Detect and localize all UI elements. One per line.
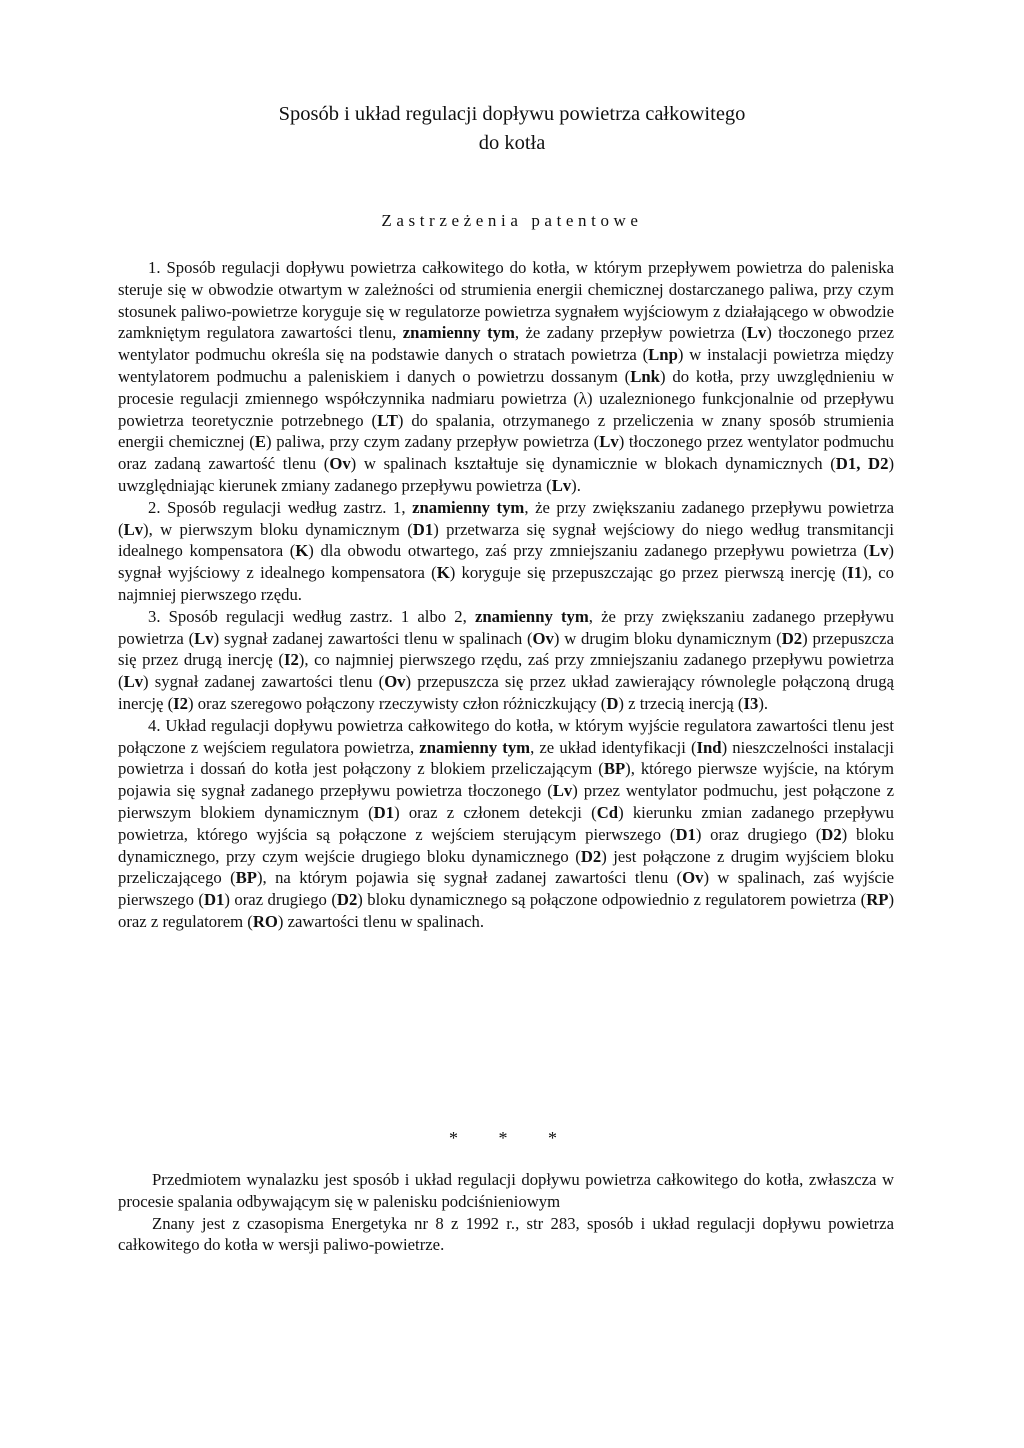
claim-text: ) przepuszcza się przez drugą inercję ( xyxy=(118,628,894,670)
claim-bold-term: Ov xyxy=(532,628,554,648)
title-line-2: do kotła xyxy=(478,132,546,154)
claim-bold-term: Lv xyxy=(868,541,889,561)
claim-bold-term: D1 xyxy=(412,519,434,539)
title-line-1: Sposób i układ regulacji dopływu powietrza całkowitego xyxy=(278,103,746,125)
claim-bold-term: Lv xyxy=(552,781,573,801)
claim-text: , ze układ identyfikacji ( xyxy=(530,737,697,757)
claim-bold-term: Lv xyxy=(123,672,144,692)
claim-bold-term: BP xyxy=(603,759,626,779)
claim-text: ) sygnał wyjściowy z idealnego kompensatora ( xyxy=(118,541,894,583)
claim-bold-term: D1 xyxy=(204,890,225,910)
claim-text: ) oraz z członem detekcji ( xyxy=(394,802,597,822)
description-paragraph: Przedmiotem wynalazku jest sposób i układ regulacji dopływu powietrza całkowitego do kotła, zwłaszcza w procesie spalania odbywającym się w palenisku podciśnieniowym xyxy=(118,1170,894,1211)
claim-bold-term: D1 xyxy=(373,802,395,822)
claim-text: ) jest połączone z drugim wyjściem bloku przeliczającego ( xyxy=(118,846,894,888)
claim-text: ) kierunku zmian zadanego przepływu powietrza, którego wyjścia są połączone z wejściem sterującym pierwszego ( xyxy=(118,802,895,844)
claim-text: ). xyxy=(571,475,581,495)
claim-bold-term: K xyxy=(295,541,309,561)
claim-bold-term: Lv xyxy=(599,432,619,452)
claim-text: ), którego pierwsze wyjście, na którym pojawia się sygnał zadanego przepływu powietrza tłoczonego ( xyxy=(118,759,895,801)
claim-text: ) w drugim bloku dynamicznym ( xyxy=(553,628,782,648)
claim-bold-term: D1, D2 xyxy=(835,454,889,474)
claim-bold-term: D xyxy=(606,693,619,713)
claim-text: 4. Układ regulacji dopływu powietrza całkowitego do kotła, w którym wyjście regulatora zawartości tlenu jest połączone z wejściem regulatora powietrza, xyxy=(118,715,894,757)
claim-bold-term: Lv xyxy=(746,323,767,343)
claim-bold-term: BP xyxy=(235,868,257,888)
claim-bold-term: Lnp xyxy=(648,345,678,365)
claim-bold-term: I3 xyxy=(743,693,759,713)
claim-text: 3. Sposób regulacji według zastrz. 1 albo 2, xyxy=(148,606,475,626)
claim-text: ) uwzględniając kierunek zmiany zadanego przepływu powietrza ( xyxy=(118,454,894,495)
claim-bold-term: I1 xyxy=(847,563,863,583)
claim-text: ) z trzecią inercją ( xyxy=(618,693,744,713)
claim-text: ) sygnał zadanej zawartości tlenu w spalinach ( xyxy=(213,628,533,648)
claim-bold-term: D2 xyxy=(781,628,803,648)
claim-bold-term: Ov xyxy=(384,672,406,692)
claim-bold-term: RP xyxy=(866,890,889,910)
claim-text: ) do kotła, przy uwzględnieniu w procesie regulacji zmiennego współczynnika nadmiaru powietrza (λ) uzaleznionego funkcjonalnie od przepływu powietrza teoretycznie potrzebnego ( xyxy=(118,366,894,430)
claims-section xyxy=(118,257,894,933)
claim-bold-term: znamienny tym xyxy=(419,737,531,757)
claim-text: ) przepuszcza się przez układ zawierający równolegle połączoną drugą inercję ( xyxy=(118,672,894,713)
claim-text: ), co najmniej pierwszego rzędu. xyxy=(118,563,894,604)
claim-bold-term: K xyxy=(436,563,450,583)
claim-text: ) do spalania, otrzymanego z przeliczenia w znany sposób strumienia energii chemicznej ( xyxy=(118,410,894,452)
claim-text: ) w spalinach kształtuje się dynamicznie w blokach dynamicznych ( xyxy=(350,454,836,474)
claim-bold-term: Ind xyxy=(696,737,722,757)
claim-text: ) przetwarza się sygnał wejściowy do niego według transmitancji idealnego kompensatora ( xyxy=(118,519,894,561)
claim-bold-term: I2 xyxy=(283,650,299,670)
section-separator: * * * xyxy=(449,1128,575,1148)
description-section xyxy=(118,1169,894,1256)
claim-text: ) koryguje się przepuszczając go przez pierwszą inercję ( xyxy=(449,563,848,583)
claim-bold-term: Lnk xyxy=(630,366,660,386)
claim-bold-term: I2 xyxy=(173,693,188,713)
claim-text: ) zawartości tlenu w spalinach. xyxy=(277,911,485,931)
claim-text: ) sygnał zadanej zawartości tlenu ( xyxy=(143,672,385,692)
description-paragraph: Znany jest z czasopisma Energetyka nr 8 z 1992 r., str 283, sposób i układ regulacji dopływu powietrza całkowitego do kotła w wersji paliwo-powietrze. xyxy=(118,1213,894,1255)
claim-text: 2. Sposób regulacji według zastrz. 1, xyxy=(148,497,413,517)
claim-text: ) oraz drugiego ( xyxy=(695,824,822,844)
claim-text: ) dla obwodu otwartego, zaś przy zmniejszaniu zadanego przepływu powietrza ( xyxy=(308,541,869,561)
claim-bold-term: D2 xyxy=(336,890,358,910)
claim-text: ), na którym pojawia się sygnał zadanej zawartości tlenu ( xyxy=(257,868,683,888)
claim-text: ) w spalinach, zaś wyjście pierwszego ( xyxy=(118,868,894,910)
claim-text: ) oraz szeregowo połączony rzeczywisty człon różniczkujący ( xyxy=(187,693,607,713)
claim-text: ) oraz drugiego ( xyxy=(224,890,337,910)
claim-bold-term: znamienny tym xyxy=(412,497,525,517)
claim-bold-term: Ov xyxy=(329,454,351,474)
claim-text: ) przez wentylator podmuchu, jest połączone z pierwszym blokiem dynamicznym ( xyxy=(118,781,894,822)
claim-bold-term: D1 xyxy=(675,824,696,844)
claim-bold-term: Lv xyxy=(194,628,214,648)
claim-paragraph xyxy=(118,497,894,606)
claim-paragraph xyxy=(118,606,894,715)
claim-bold-term: D2 xyxy=(580,846,602,866)
claim-paragraph xyxy=(118,257,894,497)
claim-text: ) nieszczelności instalacji powietrza i dossań do kotła jest połączony z blokiem przeliczającym ( xyxy=(118,737,895,779)
claim-bold-term: znamienny tym xyxy=(402,323,515,343)
claim-text: ), w pierwszym bloku dynamicznym ( xyxy=(143,519,413,539)
claim-text: ) oraz z regulatorem ( xyxy=(118,890,894,931)
claim-bold-term: RO xyxy=(252,911,278,931)
claim-paragraph xyxy=(118,715,894,933)
claim-text: ) paliwa, przy czym zadany przepływ powietrza ( xyxy=(266,432,600,452)
claim-bold-term: Lv xyxy=(123,519,144,539)
claim-text: ) tłoczonego przez wentylator podmuchu określa się na podstawie danych o stratach powietrza ( xyxy=(118,323,894,365)
claim-bold-term: Ov xyxy=(682,868,704,888)
claim-bold-term: znamienny tym xyxy=(474,606,589,626)
claim-bold-term: Lv xyxy=(551,475,572,495)
claim-text: , że przy zwiększaniu zadanego przepływu powietrza ( xyxy=(118,606,894,648)
document-title xyxy=(0,100,1024,158)
claim-bold-term: D2 xyxy=(821,824,842,844)
claim-text: ) bloku dynamicznego są połączone odpowiednio z regulatorem powietrza ( xyxy=(357,890,867,910)
claim-bold-term: Cd xyxy=(596,802,619,822)
claim-text: 1. Sposób regulacji dopływu powietrza całkowitego do kotła, w którym przepływem powietrza do paleniska steruje się w obwodzie otwartym w zależności od strumienia energii chemicznej dostarczanego paliwa, przy czym stosunek paliwo-powietrze koryguje się w regulatorze powietrza sygnałem wyjściowym z działającego w obwodzie zamkniętym regulatora zawartości tlenu, xyxy=(118,258,894,343)
claim-text: ). xyxy=(758,693,769,713)
claims-heading: Zastrzeżenia patentowe xyxy=(381,211,643,230)
claim-text: , że zadany przepływ powietrza ( xyxy=(514,323,747,343)
claim-text: ) tłoczonego przez wentylator podmuchu oraz zadaną zawartość tlenu ( xyxy=(118,432,895,474)
claim-text: , że przy zwiększaniu zadanego przepływu powietrza ( xyxy=(118,497,895,539)
claim-bold-term: E xyxy=(254,432,266,452)
claim-text: ) bloku dynamicznego, przy czym wejście drugiego bloku dynamicznego ( xyxy=(118,824,894,866)
claim-text: ), co najmniej pierwszego rzędu, zaś przy zmniejszaniu zadanego przepływu powietrza ( xyxy=(118,650,894,692)
claim-text: ) w instalacji powietrza między wentylatorem podmuchu a paleniskiem i danych o powietrzu dossanym ( xyxy=(118,345,894,386)
claim-bold-term: LT xyxy=(377,410,398,430)
